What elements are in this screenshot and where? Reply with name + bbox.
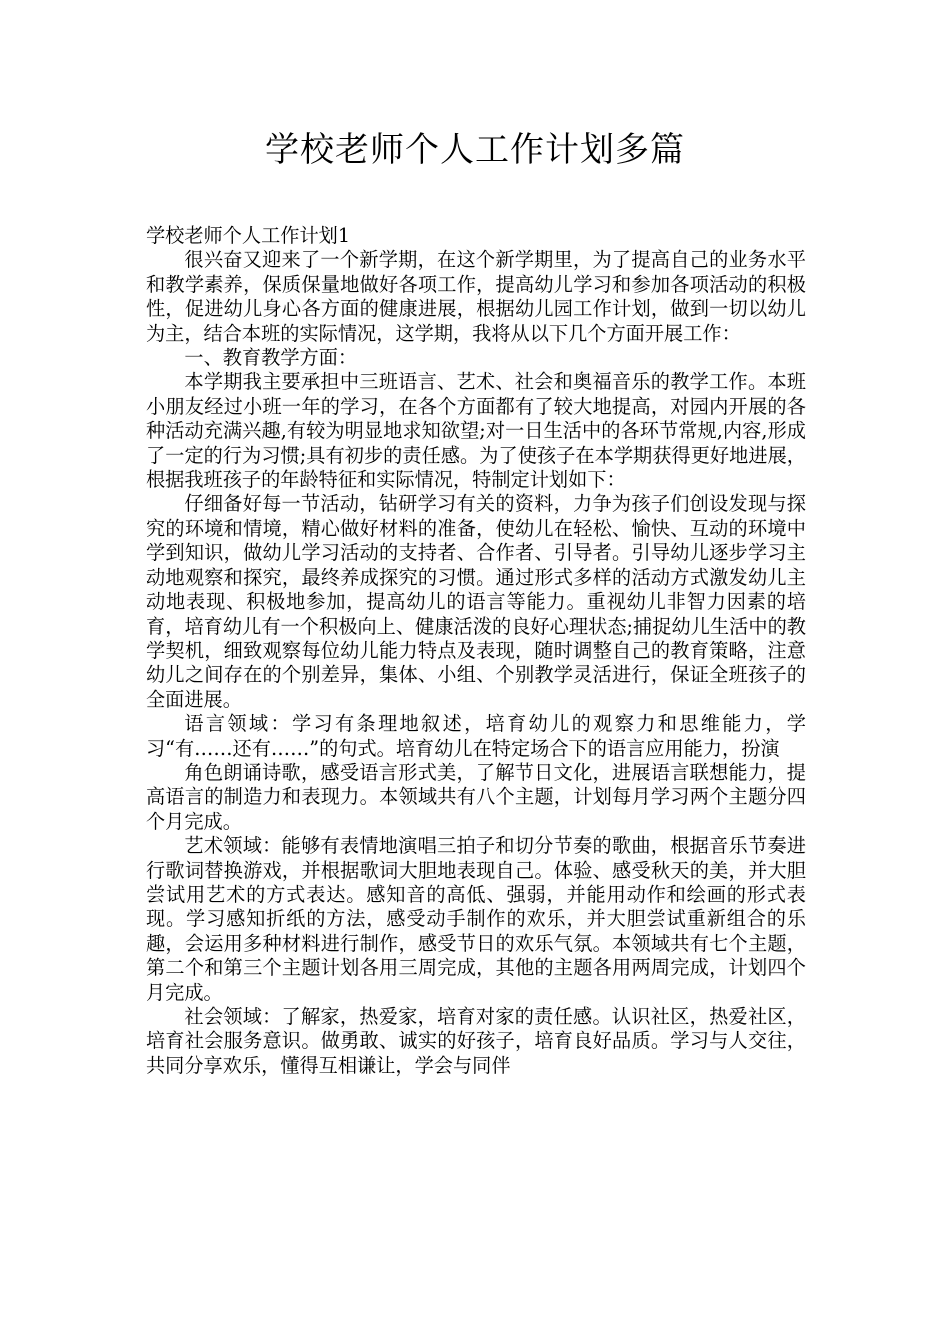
paragraph-section-title: 一、教育教学方面： — [184, 346, 358, 370]
section-heading: 学校老师个人工作计划1 — [146, 224, 351, 247]
paragraph-teaching-overview: 本学期我主要承担中三班语言、艺术、社会和奥福音乐的教学工作。本班小朋友经过小班一年的学习，在各个方面都有了较大地提高，对园内开展的各种活动充满兴趣,有较为明显地求知欲望;对一日生活中的各环节常规,内容,形成了一定的行为习惯;具有初步的责任感。为了使孩子在本学期获得更好地进展，根据我班孩子的年龄特征和实际情况，特制定计划如下： — [146, 370, 806, 492]
document-body — [146, 224, 806, 1078]
paragraph-art-domain: 艺术领域：能够有表情地演唱三拍子和切分节奏的歌曲，根据音乐节奏进行歌词替换游戏，并根据歌词大胆地表现自己。体验、感受秋天的美，并大胆尝试用艺术的方式表达。感知音的高低、强弱，并能用动作和绘画的形式表现。学习感知折纸的方法，感受动手制作的欢乐，并大胆尝试重新组合的乐趣，会运用多种材料进行制作，感受节日的欢乐气氛。本领域共有七个主题，第二个和第三个主题计划各用三周完成，其他的主题各用两周完成，计划四个月完成。 — [146, 834, 806, 1004]
paragraph-intro: 很兴奋又迎来了一个新学期，在这个新学期里，为了提高自己的业务水平和教学素养，保质保量地做好各项工作，提高幼儿学习和参加各项活动的积极性，促进幼儿身心各方面的健康进展，根据幼儿园工作计划，做到一切以幼儿为主，结合本班的实际情况，这学期，我将从以下几个方面开展工作： — [146, 248, 806, 345]
paragraph-preparation: 仔细备好每一节活动，钻研学习有关的资料，力争为孩子们创设发现与探究的环境和情境，精心做好材料的准备，使幼儿在轻松、愉快、互动的环境中学到知识，做幼儿学习活动的支持者、合作者、引导者。引导幼儿逐步学习主动地观察和探究，最终养成探究的习惯。通过形式多样的活动方式激发幼儿主动地表现、积极地参加，提高幼儿的语言等能力。重视幼儿非智力因素的培育，培育幼儿有一个积极向上、健康活泼的良好心理状态;捕捉幼儿生活中的教学契机，细致观察每位幼儿能力特点及表现，随时调整自己的教育策略，注意幼儿之间存在的个别差异，集体、小组、个别教学灵活进行，保证全班孩子的全面进展。 — [146, 492, 806, 711]
paragraph-language-domain-cont: 角色朗诵诗歌，感受语言形式美，了解节日文化，进展语言联想能力，提高语言的制造力和表现力。本领域共有八个主题，计划每月学习两个主题分四个月完成。 — [146, 760, 806, 833]
paragraph-social-domain: 社会领域：了解家，热爱家，培育对家的责任感。认识社区，热爱社区，培育社会服务意识。做勇敢、诚实的好孩子，培育良好品质。学习与人交往，共同分享欢乐，懂得互相谦让，学会与同伴 — [146, 1005, 806, 1077]
document-title: 学校老师个人工作计划多篇 — [265, 130, 685, 170]
paragraph-language-domain: 语言领域：学习有条理地叙述，培育幼儿的观察力和思维能力，学习“有……还有……”的句式。培育幼儿在特定场合下的语言应用能力，扮演 — [146, 712, 806, 760]
